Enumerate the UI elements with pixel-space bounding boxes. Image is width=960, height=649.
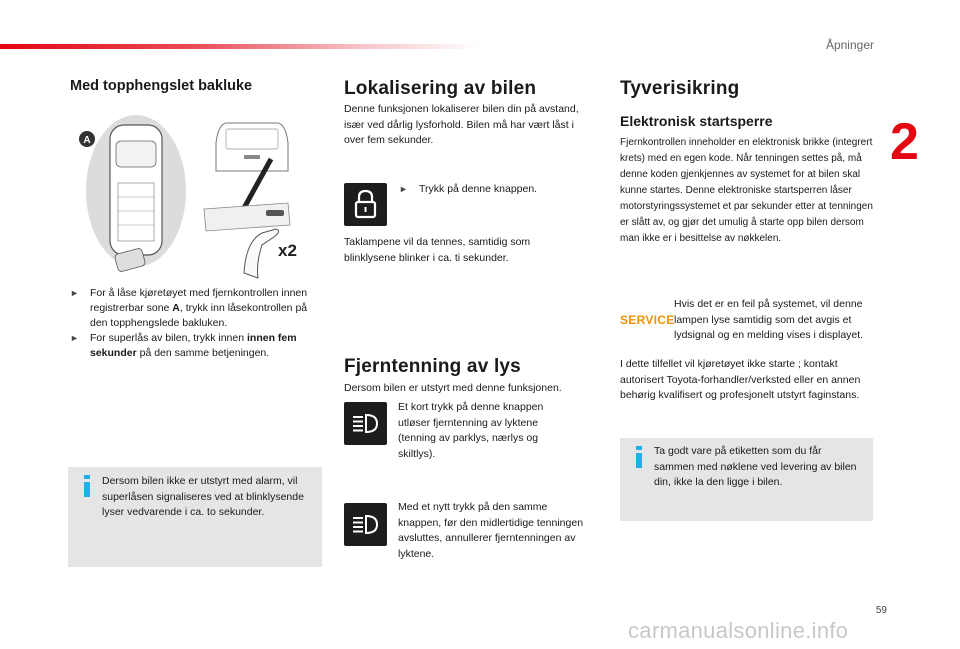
tailgate-handle-closeup	[204, 203, 290, 231]
fault-action: I dette tilfellet vil kjøretøyet ikke starte ; kontakt autorisert Toyota-forhandler/verksted eller en annen behørig kvalifisert og profesjonelt utstyrt faginstans.	[620, 358, 861, 401]
remote-intro: Dersom bilen er utstyrt med denne funksjonen.	[344, 382, 562, 394]
section-title-anti-theft: Tyverisikring	[620, 78, 740, 99]
locate-step: ► Trykk på denne knappen.	[399, 183, 538, 195]
header-accent-bar	[0, 44, 480, 49]
chapter-title: Åpninger	[825, 38, 874, 52]
info-box-label	[620, 438, 873, 521]
section-title-locate: Lokalisering av bilen	[344, 78, 537, 99]
info-box-alarm	[68, 467, 322, 567]
section-title-remote-light: Fjerntenning av lys	[344, 356, 521, 377]
fault-text: Hvis det er en feil på systemet, vil denne lampen lyse samtidig som det avgis et lydsignal og en melding vises i displayet.	[674, 298, 864, 341]
lock-button-image	[344, 183, 387, 226]
service-warning-icon: SERVICE	[620, 313, 675, 327]
info-icon	[82, 475, 92, 497]
remote-second-press: Med et nytt trykk på den samme knappen, før den midlertidige tenningen avsluttes, annullerer fjerntenningen av lyktene.	[398, 501, 584, 560]
tailgate-illustration	[76, 113, 306, 283]
bullet-arrow-icon: ►	[399, 184, 408, 194]
info-text-label: Ta godt vare på etiketten som du får sammen med nøklene ved levering av bilen din, ikke la den ligge i bilen.	[654, 445, 857, 488]
locate-result: Taklampene vil da tennes, samtidig som blinklysene blinker i ca. ti sekunder.	[344, 236, 531, 264]
hand-icon	[244, 229, 279, 278]
info-text-alarm: Dersom bilen ikke er utstyrt med alarm, vil superlåsen signaliseres ved at blinklysende lyser vedvarende i ca. to sekunder.	[102, 475, 304, 518]
van-rear-view	[216, 123, 288, 171]
page-number: 59	[875, 605, 887, 616]
watermark: carmanualsonline.info	[628, 618, 849, 643]
headlight-icon	[344, 503, 387, 546]
immobiliser-body: Fjernkontrollen inneholder en elektronisk brikke (integrert krets) med en egen kode. Når tenningen settes på, må denne koden gjenkjennes av systemet for at bilen skal kunne startes. Denne elektroniske startsperren låser motorstyringssystemet et par sekunder etter at tenningen er slått av, og gjør det umulig å starte opp bilen dersom man ikke er i besittelse av nøkkelen.	[620, 137, 873, 244]
padlock-icon	[344, 183, 387, 226]
bullet-superlock: ► For superlås av bilen, trykk innen innen fem sekunder på den samme betjeningen.	[70, 332, 297, 359]
chapter-number: 2	[890, 113, 919, 171]
headlight-button-image-2	[344, 503, 387, 546]
remote-short-press: Et kort trykk på denne knappen utløser fjerntenning av lyktene (tenning av parklys, nærlys og skiltlys).	[398, 401, 544, 460]
bullet-arrow-icon: ►	[70, 288, 79, 298]
press-count: x2	[278, 241, 297, 260]
section-title-tailgate: Med topphengslet bakluke	[70, 78, 253, 94]
bullet-lock: ► For å låse kjøretøyet med fjernkontrollen innen registrerbar sone A, trykk inn låsekontrollen på den topphengslede bakluken.	[70, 287, 308, 329]
headlight-icon	[344, 402, 387, 445]
subsection-title-immobiliser: Elektronisk startsperre	[620, 113, 773, 129]
headlight-button-image-1	[344, 402, 387, 445]
tailgate-bullets	[70, 286, 325, 361]
locate-intro: Denne funksjonen lokaliserer bilen din på avstand, især ved dårlig lysforhold. Bilen må har vært låst i over fem sekunder.	[344, 103, 579, 146]
zone-label: A	[83, 135, 91, 146]
bullet-arrow-icon: ►	[70, 333, 79, 343]
info-icon	[634, 446, 644, 468]
